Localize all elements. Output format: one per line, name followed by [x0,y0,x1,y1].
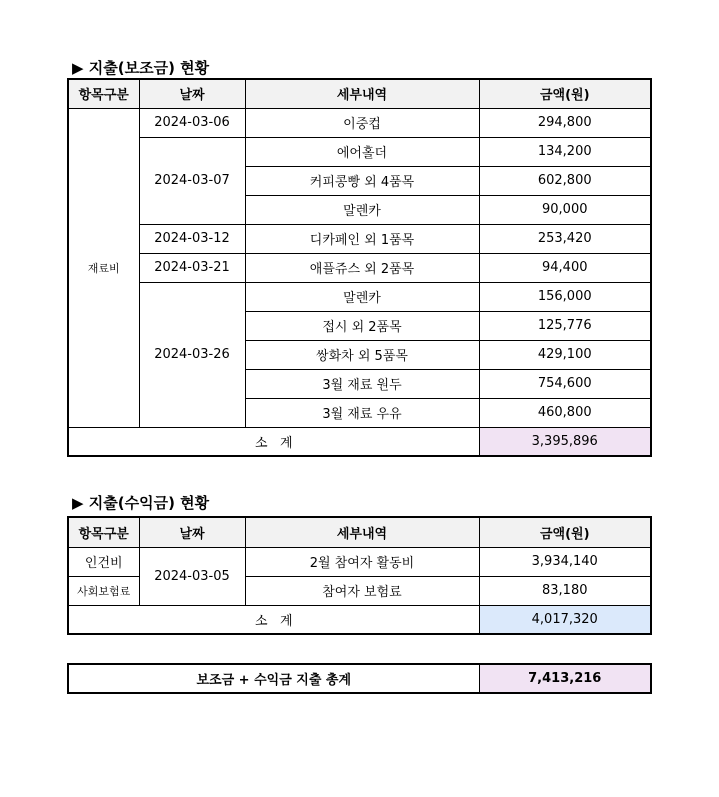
grand-total-row [68,664,651,693]
amount-cell: 3,934,140 [479,547,651,576]
amount-cell: 754,600 [479,369,651,398]
subtotal-value: 4,017,320 [479,605,651,634]
detail-cell: 디카페인 외 1품목 [245,224,479,253]
grand-total-value: 7,413,216 [479,664,651,693]
amount-cell: 429,100 [479,340,651,369]
header-amount: 금액(원) [479,517,651,547]
table-row [68,137,651,166]
header-amount: 금액(원) [479,79,651,108]
detail-cell: 말렌카 [245,282,479,311]
detail-cell: 3월 재료 원두 [245,369,479,398]
detail-cell: 2월 참여자 활동비 [245,547,479,576]
date-cell: 2024-03-12 [139,224,245,253]
detail-cell: 이중컵 [245,108,479,137]
subtotal-label: 소 계 [68,605,479,634]
header-category: 항목구분 [68,79,139,108]
header-date: 날짜 [139,79,245,108]
grand-total-label: 보조금 + 수익금 지출 총계 [68,664,479,693]
amount-cell: 90,000 [479,195,651,224]
date-cell: 2024-03-26 [139,282,245,427]
detail-cell: 커피콩빵 외 4품목 [245,166,479,195]
header-detail: 세부내역 [245,517,479,547]
subtotal-label: 소 계 [68,427,479,456]
amount-cell: 294,800 [479,108,651,137]
detail-cell: 쌍화차 외 5품목 [245,340,479,369]
amount-cell: 156,000 [479,282,651,311]
amount-cell: 125,776 [479,311,651,340]
amount-cell: 134,200 [479,137,651,166]
subsidy-section-title: ▶ 지출(보조금) 현황 [72,59,210,77]
table-row [68,224,651,253]
detail-cell: 애플쥬스 외 2품목 [245,253,479,282]
amount-cell: 460,800 [479,398,651,427]
amount-cell: 602,800 [479,166,651,195]
detail-cell: 참여자 보험료 [245,576,479,605]
date-cell: 2024-03-07 [139,137,245,224]
income-expense-table [67,516,652,635]
subtotal-value: 3,395,896 [479,427,651,456]
table-row [68,253,651,282]
amount-cell: 94,400 [479,253,651,282]
subtotal-row [68,427,651,456]
detail-cell: 3월 재료 우유 [245,398,479,427]
detail-cell: 에어홀더 [245,137,479,166]
table-header-row [68,79,651,108]
table-header-row [68,517,651,547]
date-cell: 2024-03-21 [139,253,245,282]
header-category: 항목구분 [68,517,139,547]
subtotal-row [68,605,651,634]
table-row [68,547,651,576]
category-cell: 인건비 [68,547,139,576]
date-cell: 2024-03-05 [139,547,245,605]
header-detail: 세부내역 [245,79,479,108]
detail-cell: 말렌카 [245,195,479,224]
category-cell: 사회보험료 [68,576,139,605]
table-row [68,108,651,137]
detail-cell: 접시 외 2품목 [245,311,479,340]
category-cell: 재료비 [68,108,139,427]
grand-total-table [67,663,652,694]
amount-cell: 253,420 [479,224,651,253]
income-section-title: ▶ 지출(수익금) 현황 [72,494,210,512]
amount-cell: 83,180 [479,576,651,605]
table-row [68,282,651,311]
header-date: 날짜 [139,517,245,547]
date-cell: 2024-03-06 [139,108,245,137]
subsidy-expense-table [67,78,652,457]
